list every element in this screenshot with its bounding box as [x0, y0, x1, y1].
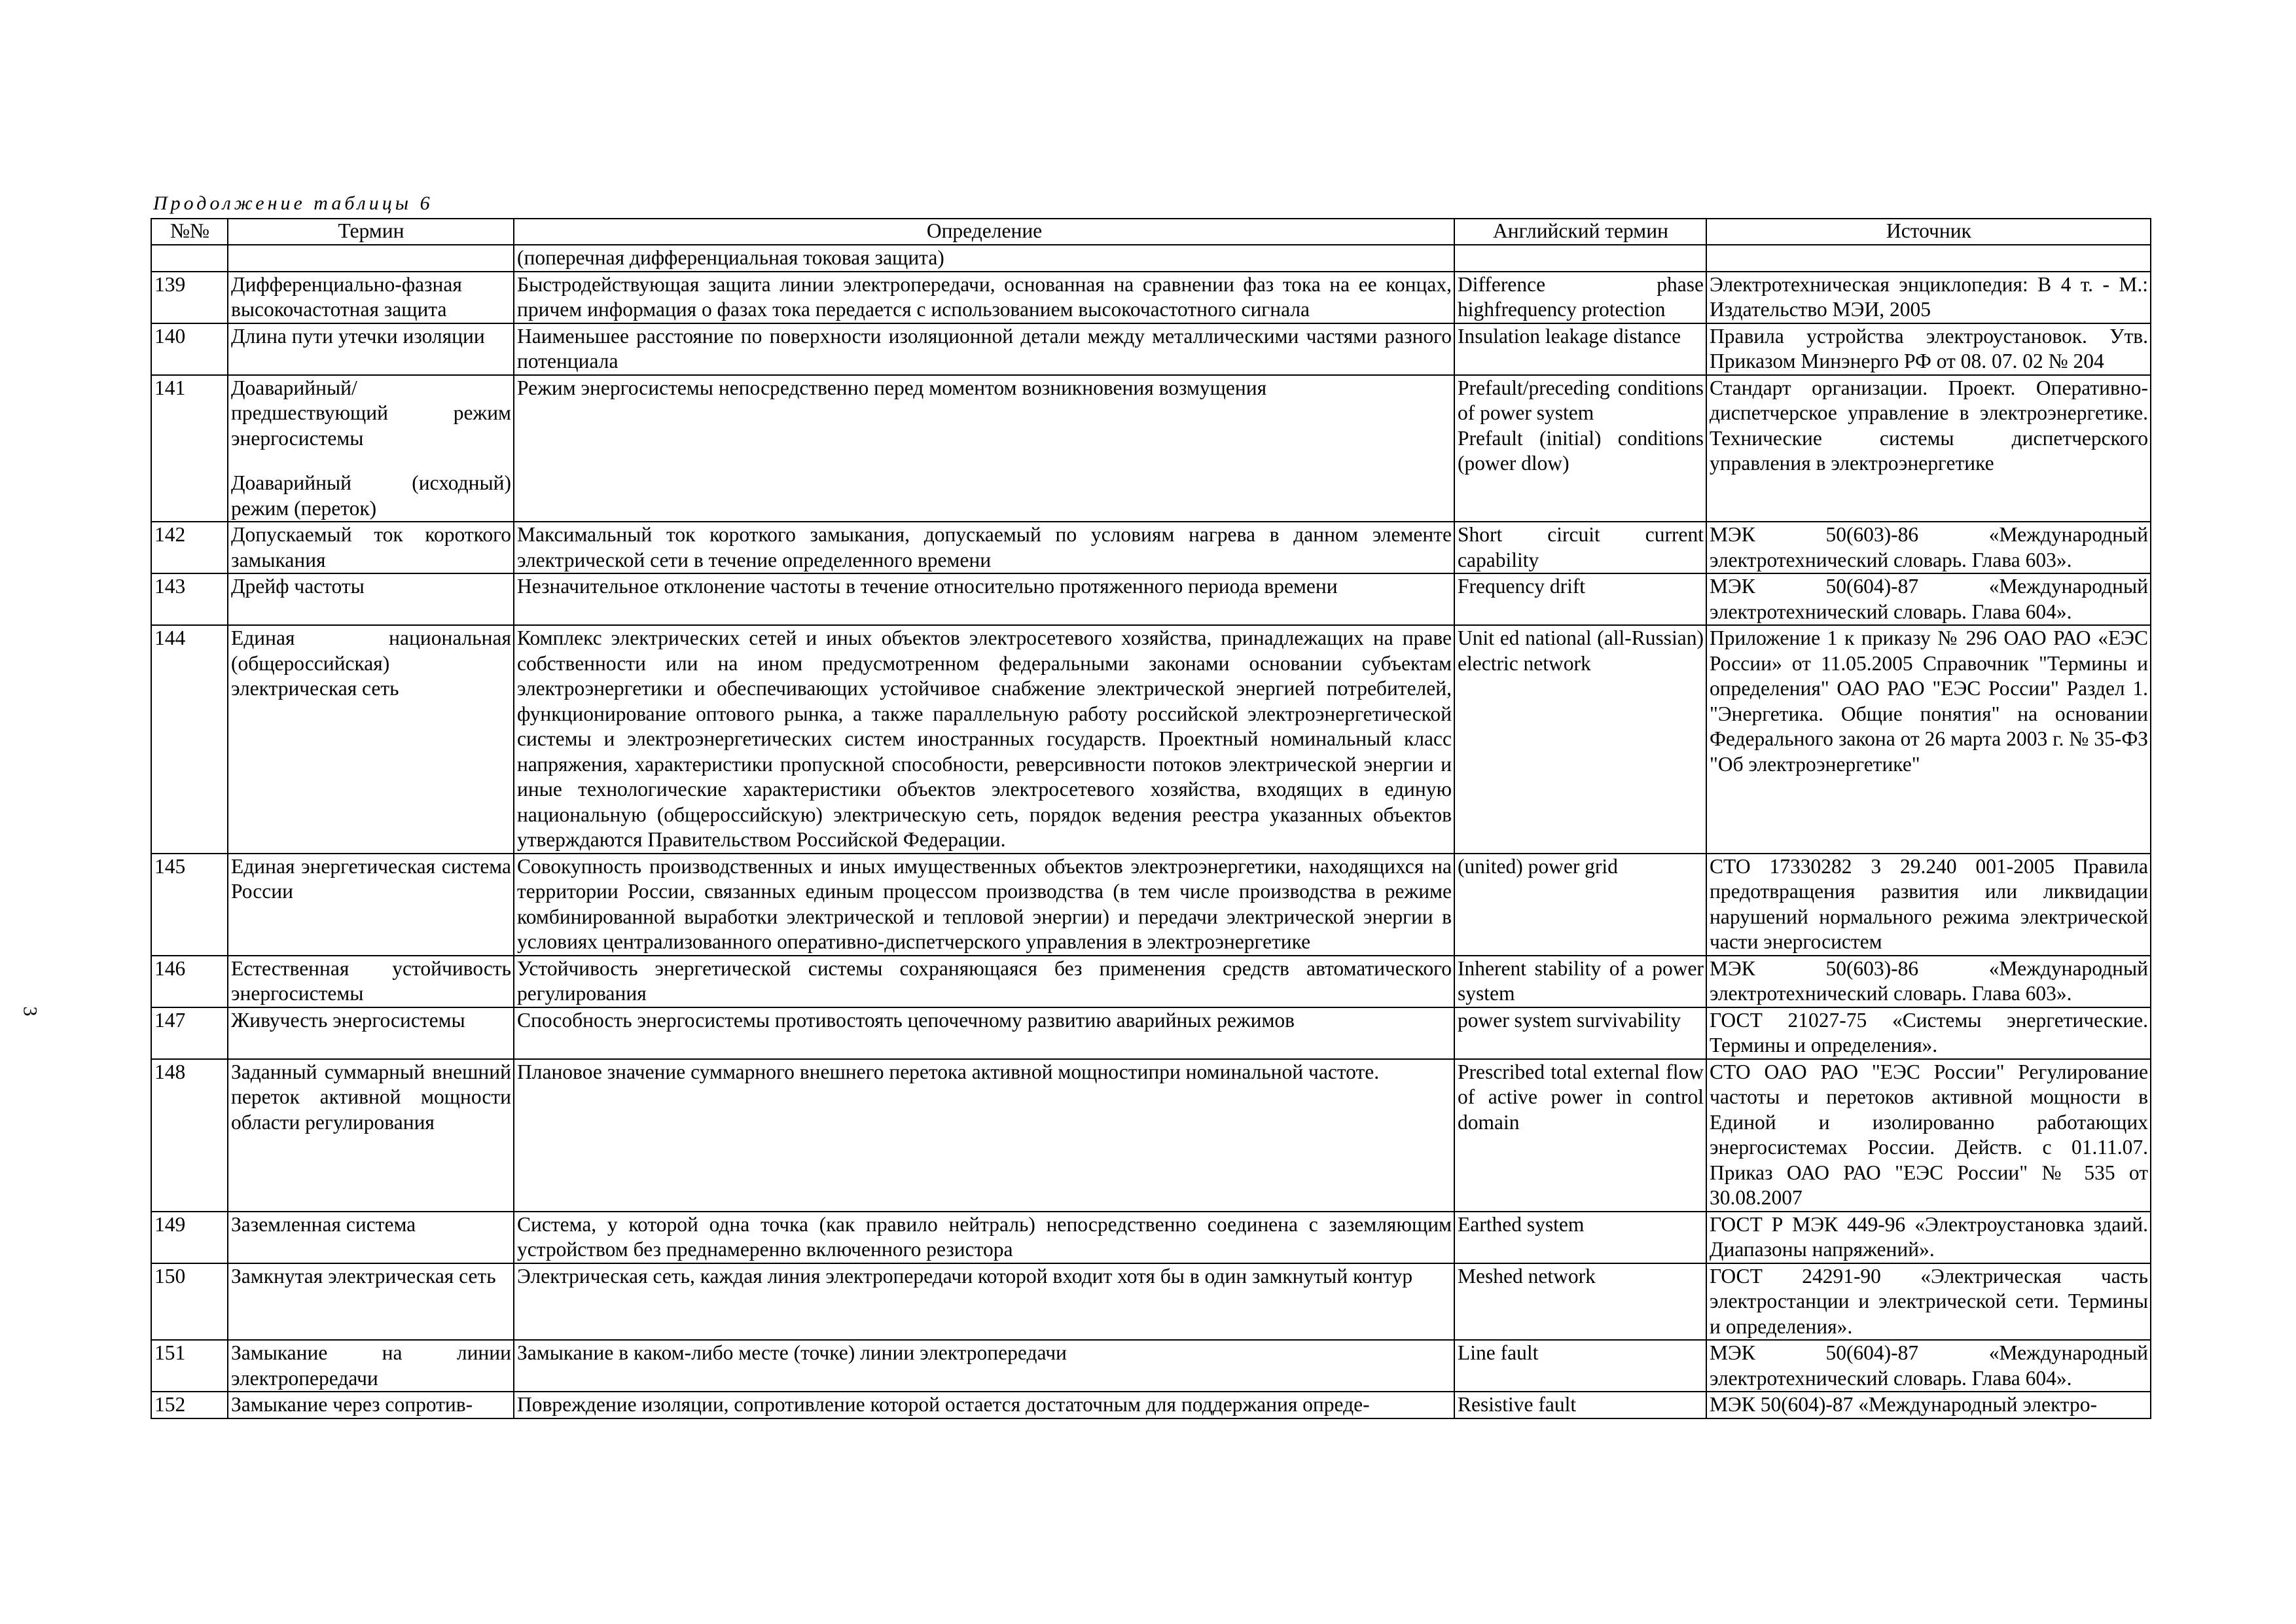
- english-term-text: Line fault: [1458, 1341, 1539, 1364]
- header-row: [151, 219, 2151, 245]
- table-row-continuation: [151, 245, 2151, 272]
- cell-english-term: [1454, 1212, 1706, 1263]
- table-row: [151, 522, 2151, 573]
- cell-english-term: [1454, 323, 1706, 375]
- term-text: Заданный суммарный внешний переток активной мощности области регулирования: [231, 1060, 511, 1134]
- term-text: Замыкание через сопротив-: [231, 1393, 473, 1416]
- table-row: [151, 1392, 2151, 1418]
- cell-num: 152: [151, 1392, 228, 1418]
- cell-num: 145: [151, 854, 228, 956]
- cell-term: [228, 1263, 514, 1341]
- table-row: [151, 956, 2151, 1007]
- english-term-text: Prescribed total external flow of active power in control domain: [1458, 1060, 1704, 1134]
- cell-definition: Повреждение изоляции, сопротивление которой остается достаточным для поддержания опреде-: [514, 1392, 1454, 1418]
- cell-source: МЭК 50(603)-86 «Международный электротехнический словарь. Глава 603».: [1706, 956, 2151, 1007]
- cell-num: 143: [151, 573, 228, 625]
- cell-definition: Максимальный ток короткого замыкания, допускаемый по условиям нагрева в данном элементе электрической сети в течение определенного времени: [514, 522, 1454, 573]
- table-row: [151, 1340, 2151, 1392]
- header-source: Источник: [1706, 219, 2151, 245]
- cell-term: [228, 956, 514, 1007]
- english-term-text: Inherent stability of a power system: [1458, 956, 1704, 1005]
- english-term-text: Insulation leakage distance: [1458, 324, 1681, 348]
- english-term-text: Short circuit current capability: [1458, 523, 1704, 571]
- table-row: [151, 272, 2151, 323]
- header-english-term: Английский термин: [1454, 219, 1706, 245]
- term-text: Длина пути утечки изоляции: [231, 324, 485, 348]
- cell-num: 141: [151, 375, 228, 522]
- term-text: Дифференциально-фазная высокочастотная защита: [231, 272, 462, 321]
- cell-term: [228, 323, 514, 375]
- english-term-text: Prefault/preceding conditions of power system: [1458, 376, 1704, 424]
- cell-term: [228, 522, 514, 573]
- cell-definition: Электрическая сеть, каждая линия электропередачи которой входит хотя бы в один замкнутый контур: [514, 1263, 1454, 1341]
- cell-english-term: [1454, 272, 1706, 323]
- cell-english-term: [1454, 1340, 1706, 1392]
- term-text: Заземленная система: [231, 1212, 416, 1236]
- cell-term: [228, 272, 514, 323]
- cell-source: Электротехническая энциклопедия: В 4 т. - М.: Издательство МЭИ, 2005: [1706, 272, 2151, 323]
- cell-term: [228, 1392, 514, 1418]
- cell-num: 139: [151, 272, 228, 323]
- english-term-text: Resistive fault: [1458, 1393, 1577, 1416]
- cell-definition: Устойчивость энергетической системы сохраняющаяся без применения средств автоматического регулирования: [514, 956, 1454, 1007]
- header-num: №№: [151, 219, 228, 245]
- cell-definition: Комплекс электрических сетей и иных объектов электросетевого хозяйства, принадлежащих на праве собственности или на ином предусмотренном федеральными законами основании субъектам электроэнергетики и обеспечивающих устойчивое снабжение электрической энергией потребителей, функционирование оптового рынка, а также параллельную работу российской электроэнергетической системы и электроэнергетических систем иностранных государств. Проектный номинальный класс напряжения, характеристики пропускной способности, реверсивности потоков электрической энергии и иные технологические характеристики объектов электросетевого хозяйства, входящих в единую национальную (общероссийскую) электрическую сеть, порядок ведения реестра указанных объектов утверждаются Правительством Российской Федерации.: [514, 625, 1454, 854]
- table-row: [151, 323, 2151, 375]
- term-text: Живучесть энергосистемы: [231, 1008, 465, 1032]
- english-term-text: Meshed network: [1458, 1264, 1596, 1288]
- cell-source: МЭК 50(603)-86 «Международный электротехнический словарь. Глава 603».: [1706, 522, 2151, 573]
- cell-definition: Замыкание в каком-либо месте (точке) линии электропередачи: [514, 1340, 1454, 1392]
- english-term-text: power system survivability: [1458, 1008, 1681, 1032]
- cell-source: СТО 17330282 3 29.240 001-2005 Правила предотвращения развития или ликвидации нарушений нормального режима электрической части энергосистем: [1706, 854, 2151, 956]
- table-row: [151, 1059, 2151, 1212]
- cell-definition: Способность энергосистемы противостоять цепочечному развитию аварийных режимов: [514, 1007, 1454, 1059]
- english-term-text-alt: Prefault (initial) conditions (power dlow): [1458, 426, 1704, 475]
- term-text: Единая национальная (общероссийская) электрическая сеть: [231, 626, 511, 700]
- cell-definition: Система, у которой одна точка (как правило нейтраль) непосредственно соединена с заземляющим устройством без преднамеренно включенного резистора: [514, 1212, 1454, 1263]
- cell-num: 151: [151, 1340, 228, 1392]
- cell-english-term: [1454, 625, 1706, 854]
- term-text: Дрейф частоты: [231, 575, 365, 598]
- cell-term: [228, 1007, 514, 1059]
- cell-source: ГОСТ 24291-90 «Электрическая часть электростанции и электрической сети. Термины и определения».: [1706, 1263, 2151, 1341]
- cell-definition: Быстродействующая защита линии электропередачи, основанная на сравнении фаз тока на ее концах, причем информация о фазах тока передается с использованием высокочастотного сигнала: [514, 272, 1454, 323]
- cell-definition: (поперечная дифференциальная токовая защита): [514, 245, 1454, 272]
- cell-english-term: [1454, 956, 1706, 1007]
- table-row: [151, 625, 2151, 854]
- cell-num: 146: [151, 956, 228, 1007]
- cell-num: 149: [151, 1212, 228, 1263]
- english-term-text: Difference phase highfrequency protection: [1458, 272, 1704, 321]
- cell-num: 147: [151, 1007, 228, 1059]
- table-caption: Продолжение таблицы 6: [153, 192, 433, 214]
- cell-english-term: [1454, 1392, 1706, 1418]
- cell-definition: Плановое значение суммарного внешнего перетока активной мощностипри номинальной частоте.: [514, 1059, 1454, 1212]
- cell-source: [1706, 245, 2151, 272]
- term-text: Допускаемый ток короткого замыкания: [231, 523, 511, 571]
- cell-num: 140: [151, 323, 228, 375]
- table-row: [151, 1007, 2151, 1059]
- cell-num: 148: [151, 1059, 228, 1212]
- cell-source: МЭК 50(604)-87 «Международный электро-: [1706, 1392, 2151, 1418]
- english-term-text: Frequency drift: [1458, 575, 1586, 598]
- cell-source: Приложение 1 к приказу № 296 ОАО РАО «ЕЭС России» от 11.05.2005 Справочник "Термины и определения" ОАО РАО "ЕЭС России" Раздел 1. "Энергетика. Общие понятия" на основании Федерального закона от 26 марта 2003 г. № 35-ФЗ "Об электроэнергетике": [1706, 625, 2151, 854]
- cell-term: [228, 1212, 514, 1263]
- cell-source: МЭК 50(604)-87 «Международный электротехнический словарь. Глава 604».: [1706, 1340, 2151, 1392]
- cell-term: [228, 375, 514, 522]
- cell-num: 144: [151, 625, 228, 854]
- cell-num: 150: [151, 1263, 228, 1341]
- cell-term: [228, 1340, 514, 1392]
- header-definition: Определение: [514, 219, 1454, 245]
- term-text: Доаварийный/предшествующий режим энергосистемы: [231, 376, 511, 450]
- cell-definition: Режим энергосистемы непосредственно перед моментом возникновения возмущения: [514, 375, 1454, 522]
- cell-term: [228, 625, 514, 854]
- cell-term: [228, 245, 514, 272]
- cell-source: МЭК 50(604)-87 «Международный электротехнический словарь. Глава 604».: [1706, 573, 2151, 625]
- cell-source: ГОСТ Р МЭК 449-96 «Электроустановка здаий. Диапазоны напряжений».: [1706, 1212, 2151, 1263]
- terms-table: [151, 218, 2151, 1419]
- cell-term: [228, 854, 514, 956]
- cell-definition: Незначительное отклонение частоты в течение относительно протяженного периода времени: [514, 573, 1454, 625]
- term-gap: [231, 451, 511, 471]
- cell-english-term: [1454, 573, 1706, 625]
- english-term-text: Unit ed national (all-Russian) electric network: [1458, 626, 1704, 675]
- header-term: Термин: [228, 219, 514, 245]
- cell-english-term: [1454, 245, 1706, 272]
- cell-definition: Наименьшее расстояние по поверхности изоляционной детали между металлическими частями разного потенциала: [514, 323, 1454, 375]
- table-row: [151, 573, 2151, 625]
- cell-term: [228, 573, 514, 625]
- cell-english-term: [1454, 1007, 1706, 1059]
- page-number: 3: [19, 1006, 41, 1017]
- term-text: Естественная устойчивость энергосистемы: [231, 956, 511, 1005]
- table-row: [151, 1263, 2151, 1341]
- cell-source: ГОСТ 21027-75 «Системы энергетические. Термины и определения».: [1706, 1007, 2151, 1059]
- term-text: Единая энергетическая система России: [231, 854, 511, 903]
- table-row: [151, 1212, 2151, 1263]
- table-row: [151, 854, 2151, 956]
- cell-english-term: [1454, 1263, 1706, 1341]
- cell-source: СТО ОАО РАО "ЕЭС России" Регулирование частоты и перетоков активной мощности в Единой и изолированно работающих энергосистемах России. Действ. с 01.11.07. Приказ ОАО РАО "ЕЭС России" № 535 от 30.08.2007: [1706, 1059, 2151, 1212]
- cell-english-term: [1454, 522, 1706, 573]
- cell-num: [151, 245, 228, 272]
- cell-definition: Совокупность производственных и иных имущественных объектов электроэнергетики, находящихся на территории России, связанных единым процессом производства (в тем числе производства в режиме комбинированной выработки электрической и тепловой энергии) и передачи электрической энергии в условиях централизованного оперативно-диспетчерского управления в электроэнергетике: [514, 854, 1454, 956]
- cell-num: 142: [151, 522, 228, 573]
- english-term-text: (united) power grid: [1458, 854, 1618, 878]
- cell-source: Стандарт организации. Проект. Оперативно-диспетчерское управление в электроэнергетике. Технические системы диспетчерского управления в электроэнергетике: [1706, 375, 2151, 522]
- cell-term: [228, 1059, 514, 1212]
- term-text: Замкнутая электрическая сеть: [231, 1264, 496, 1288]
- cell-english-term: [1454, 1059, 1706, 1212]
- cell-source: Правила устройства электроустановок. Утв. Приказом Минэнерго РФ от 08. 07. 02 № 204: [1706, 323, 2151, 375]
- cell-english-term: [1454, 375, 1706, 522]
- table-row: [151, 375, 2151, 522]
- term-text: Замыкание на линии электропередачи: [231, 1341, 511, 1390]
- cell-english-term: [1454, 854, 1706, 956]
- english-term-text: Earthed system: [1458, 1212, 1585, 1236]
- term-text-alt: Доаварийный (исходный) режим (переток): [231, 471, 511, 520]
